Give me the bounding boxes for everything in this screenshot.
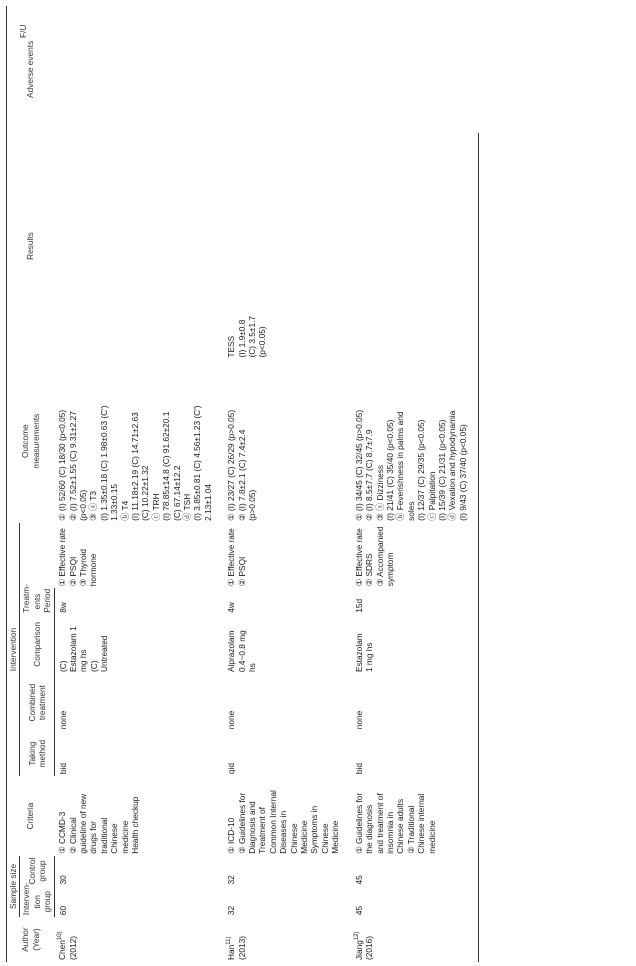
outcome-cell: [54, 523, 223, 588]
results-cell-line: ⓓ Vexation and hypodynamia: [447, 410, 458, 521]
results-cell-line: ① (I) 52/60 (C) 18/30 (p<0.05): [57, 409, 68, 521]
adverse-events-cell-line: (p<0.05): [257, 326, 268, 358]
period-cell: 4w: [226, 602, 237, 613]
header-control-group: Control group: [20, 856, 54, 887]
outcome-cell-line: hormone: [88, 553, 99, 587]
period-cell: 15d: [351, 588, 479, 615]
header-combined-treatment: Combined treatment: [20, 674, 54, 731]
results-cell-line: ⓑ T4: [119, 500, 130, 521]
comparison-cell: [351, 615, 479, 674]
criteria-cell-line: drugs for: [88, 821, 99, 854]
results-cell-line: (I) 21/41 (C) 35/40 (p<0.05): [384, 419, 395, 521]
results-cell-line: (C) 10.22±1.32: [140, 465, 151, 521]
author-year: (2013): [236, 936, 247, 960]
table-row: [54, 6, 223, 962]
results-cell-line: ① (I) 34/45 (C) 32/45 (p>0.05): [353, 409, 364, 521]
outcome-cell: [223, 523, 350, 588]
criteria-cell-line: Chinese: [109, 823, 120, 854]
taking-method-cell: bid: [351, 731, 479, 776]
criteria-cell-line: ② Guidelines for: [236, 792, 247, 854]
header-outcome: Outcome measurements: [7, 359, 55, 522]
results-cell-line: 1.33±0.15: [109, 484, 120, 521]
comparison-cell-line: Untreated: [99, 635, 110, 673]
combined-treatment-cell: none: [351, 674, 479, 731]
criteria-cell-line: Medicine: [330, 820, 341, 854]
criteria-cell-line: Treatment of: [257, 807, 268, 854]
taking-method-cell: qid: [226, 763, 237, 775]
comparison-cell-line: Estazolam: [353, 633, 364, 673]
study-characteristics-table: [6, 6, 479, 962]
results-cell-line: (I) 11.18±2.19 (C) 14.71±2.63: [129, 412, 140, 521]
results-cell: [223, 359, 350, 522]
criteria-cell-line: Diagnosis and: [247, 801, 258, 854]
author-name: Chen: [57, 940, 68, 960]
combined-treatment-cell: none: [226, 710, 237, 730]
criteria-cell-line: Symptoms in: [309, 805, 320, 854]
results-cell-line: (p>0.05): [247, 489, 258, 521]
author-cell: [223, 917, 350, 962]
results-cell-line: ① (I) 23/27 (C) 26/29 (p>0.05): [226, 409, 237, 521]
comparison-cell: [223, 615, 350, 674]
results-cell-line: (I) 12/37 (C) 29/35 (p<0.05): [416, 419, 427, 521]
header-criteria: Criteria: [7, 776, 55, 856]
criteria-cell: [223, 776, 350, 856]
adverse-events-cell: [351, 133, 479, 360]
comparison-cell-line: 0.4~0.8 mg: [236, 630, 247, 673]
results-cell-line: (I) 1.35±0.18 (C) 1.98±0.63 (C'): [98, 405, 109, 521]
adverse-events-cell: [54, 133, 223, 360]
criteria-cell-line: guideline of new: [77, 793, 88, 854]
adverse-events-cell-line: (C) 3.5±1.7: [247, 316, 258, 358]
results-cell: [351, 359, 479, 522]
comparison-cell-line: (C): [57, 660, 68, 673]
reference-number: 12): [353, 931, 360, 941]
outcome-cell-line: ③ Accompanied: [374, 526, 385, 587]
criteria-cell-line: Chinese adults: [395, 798, 406, 854]
comparison-cell-line: hs: [247, 663, 258, 673]
results-cell-line: (I) 9/43 (C) 37/40 (p<0.05): [457, 424, 468, 521]
criteria-cell-line: insomnia in: [384, 811, 395, 854]
criteria-cell-line: ① CCMD-3: [57, 811, 68, 854]
author-cell: [54, 917, 223, 962]
adverse-events-cell: [223, 133, 350, 360]
criteria-cell-line: medicine: [119, 820, 130, 854]
intervention-group-cell: 60: [57, 905, 68, 916]
criteria-cell: [54, 776, 223, 856]
results-cell-line: (I) 15/39 (C) 21/31 (p<0.05): [436, 419, 447, 521]
results-cell-line: 2.13±1.04: [202, 484, 213, 521]
criteria-cell-line: ① Guidelines for: [353, 792, 364, 854]
reference-number: 10): [57, 931, 64, 941]
criteria-cell-line: Health checkup: [129, 796, 140, 854]
results-cell-line: (I) 3.85±0.81 (C) 4.56±1.23 (C'): [192, 405, 203, 521]
period-cell: 8w: [57, 602, 68, 613]
criteria-cell-line: Chinese internal: [416, 793, 427, 854]
author-cell: [351, 917, 479, 962]
header-comparison: Comparison: [20, 615, 54, 674]
comparison-cell-line: mg hs: [78, 649, 89, 673]
criteria-cell-line: Chinese: [288, 823, 299, 854]
outcome-cell-line: ② SDRS: [364, 553, 375, 587]
reference-number: 11): [226, 936, 233, 945]
results-cell-line: ⓓ TSH: [182, 493, 192, 521]
results-cell-line: ② (I) 8.5±7.7 (C) 8.7±7.9: [364, 429, 375, 521]
comparison-cell-line: Alprazolam: [226, 630, 237, 673]
author-name: Han: [226, 944, 237, 960]
author-year: (2016): [364, 936, 375, 960]
results-cell-line: ③ ⓐ T3: [88, 490, 99, 521]
header-fu-label: F/U: [18, 24, 28, 38]
header-results: Results: [7, 133, 55, 360]
taking-method-cell: bid: [57, 763, 68, 775]
adverse-events-cell-line: (I) 1.9±0.8: [236, 319, 247, 358]
results-cell-line: ② (I) 7.52±1.55 (C) 9.31±2.27: [67, 411, 78, 521]
outcome-cell-line: ① Effective rate: [226, 528, 237, 587]
criteria-cell-line: the diagnosis: [364, 804, 375, 854]
table-body: [54, 6, 479, 962]
table-row: [351, 6, 479, 962]
criteria-cell-line: ② Clinical: [67, 817, 78, 854]
intervention-group-cell: 45: [351, 886, 479, 917]
criteria-cell-line: Medicine: [299, 820, 310, 854]
results-cell-line: ⓑ Feverishness in palms and: [395, 411, 406, 521]
control-group-cell: 32: [226, 875, 237, 885]
combined-treatment-cell: none: [57, 710, 68, 730]
header-treatment-period: Treatm- ents Period: [21, 584, 53, 613]
control-group-cell: 30: [57, 875, 68, 885]
results-cell: [54, 359, 223, 522]
results-cell-line: ② (I) 7.8±2.1 (C) 7.4±2.4: [236, 429, 247, 521]
control-group-cell: 45: [351, 856, 479, 887]
criteria-cell-line: and treatment of: [374, 793, 385, 854]
header-intervention: Intervention: [7, 523, 20, 776]
criteria-cell-line: ① ICD-10: [226, 817, 237, 854]
outcome-cell-line: ① Effective rate: [353, 528, 364, 587]
results-cell-line: ⓒ TRH: [150, 493, 161, 521]
results-cell-line: ⓒ Palpitation: [426, 471, 437, 521]
results-cell-line: (p<0.05): [77, 489, 88, 521]
results-cell-line: ③ ⓐ Dizziness: [374, 465, 385, 521]
comparison-cell-line: (C): [88, 660, 99, 673]
header-sample-size: Sample size: [7, 856, 20, 917]
author-year: (2012): [67, 936, 78, 960]
intervention-group-cell: 32: [226, 905, 237, 916]
criteria-cell-line: Diseases in: [278, 810, 289, 854]
results-cell-line: (C) 67.14±12.2: [171, 465, 182, 521]
comparison-cell: [54, 615, 223, 674]
header-row-top: [7, 6, 20, 962]
criteria-cell-line: Chinese: [319, 823, 330, 854]
results-cell-line: soles: [405, 501, 416, 521]
criteria-cell-line: ② Traditional: [405, 805, 416, 854]
criteria-cell-line: Common Internal: [267, 790, 278, 854]
comparison-cell-line: 1 mg hs: [364, 642, 375, 673]
outcome-cell-line: ② PSQI: [67, 556, 78, 587]
outcome-cell: [351, 523, 479, 588]
criteria-cell-line: traditional: [98, 817, 109, 854]
header-intervention-group: Interven- tion group: [21, 882, 53, 916]
adverse-events-cell-line: TESS: [226, 335, 237, 358]
header-taking-method: Taking method: [20, 731, 54, 776]
header-adverse-events: Adverse events: [7, 6, 55, 133]
author-name: Jiang: [353, 940, 364, 960]
criteria-cell-line: medicine: [426, 820, 437, 854]
comparison-cell-line: Estazolam 1: [68, 626, 79, 673]
header-author: Author (Year): [7, 917, 55, 962]
table-row: [223, 6, 350, 962]
outcome-cell-line: ② PSQI: [236, 556, 247, 587]
outcome-cell-line: ③ Thyroid: [77, 548, 88, 587]
outcome-cell-line: symptom: [384, 552, 395, 587]
outcome-cell-line: ① Effective rate: [57, 528, 68, 587]
criteria-cell: [351, 776, 479, 856]
results-cell-line: (I) 78.85±14.8 (C) 91.62±20.1: [161, 411, 172, 521]
